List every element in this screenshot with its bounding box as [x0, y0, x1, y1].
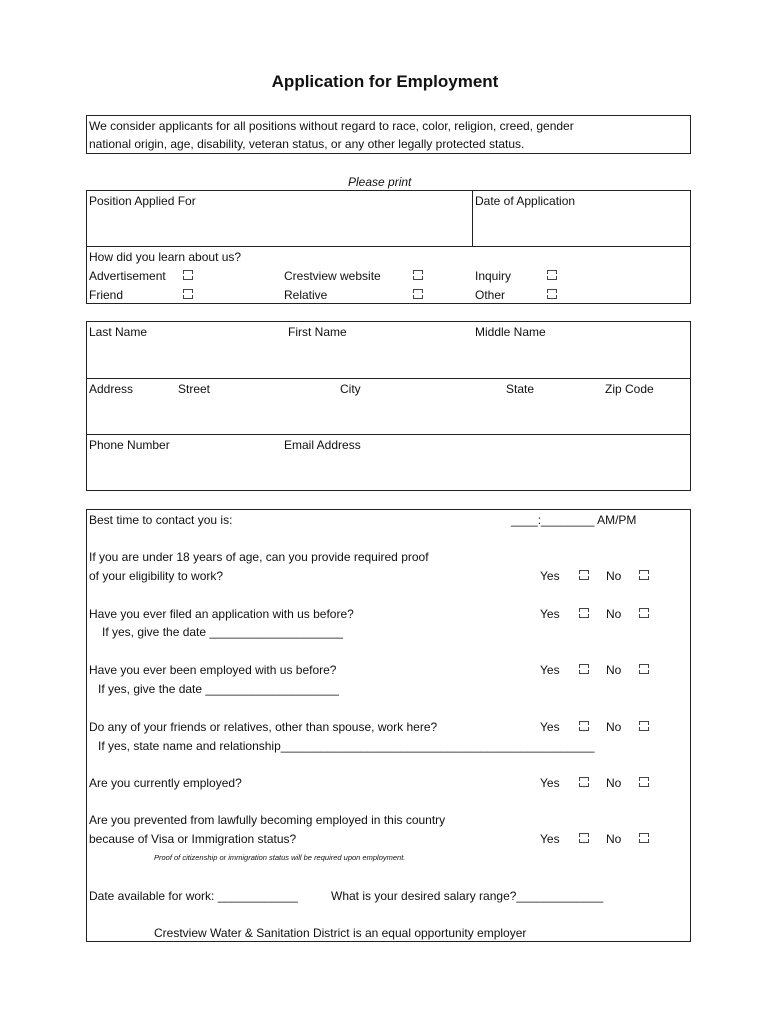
visa-yes-checkbox[interactable] [579, 833, 589, 843]
relative-label: Relative [284, 288, 328, 302]
city-label: City [340, 382, 361, 396]
last-name-label: Last Name [89, 325, 148, 339]
other-checkbox[interactable] [547, 289, 557, 299]
position-applied-label: Position Applied For [89, 194, 196, 208]
filed-before-question: Have you ever filed an application with us before? [89, 607, 354, 621]
employed-before-sub: If yes, give the date ____________________ [98, 682, 339, 696]
currently-employed-question: Are you currently employed? [89, 776, 242, 790]
visa-question-line1: Are you prevented from lawfully becoming employed in this country [89, 813, 446, 827]
website-label: Crestview website [284, 269, 381, 283]
friend-checkbox[interactable] [183, 289, 193, 299]
date-available-label: Date available for work: ____________ [89, 889, 298, 903]
relative-checkbox[interactable] [413, 289, 423, 299]
other-label: Other [475, 288, 506, 302]
equal-opportunity-statement: Crestview Water & Sanitation District is an equal opportunity employer [154, 926, 527, 940]
under18-question-line2: of your eligibility to work? [89, 569, 224, 583]
middle-name-label: Middle Name [475, 325, 546, 339]
visa-proof-note: Proof of citizenship or immigration status will be required upon employment. [154, 853, 406, 862]
notice-line-2: national origin, age, disability, veteran status, or any other legally protected status. [89, 137, 525, 151]
employed-before-question: Have you ever been employed with us before? [89, 663, 337, 677]
position-divider [472, 190, 473, 247]
address-row-divider [86, 434, 691, 435]
relatives-no-label: No [606, 720, 622, 734]
address-label: Address [89, 382, 134, 396]
notice-line-1: We consider applicants for all positions without regard to race, color, religion, creed, gender [89, 119, 574, 133]
best-time-blank: ____:________ AM/PM [511, 513, 637, 527]
relatives-no-checkbox[interactable] [639, 721, 649, 731]
best-time-label: Best time to contact you is: [89, 513, 233, 527]
under18-no-label: No [606, 569, 622, 583]
advertisement-checkbox[interactable] [183, 270, 193, 280]
currently-no-checkbox[interactable] [639, 777, 649, 787]
visa-no-checkbox[interactable] [639, 833, 649, 843]
position-row-divider [86, 246, 691, 247]
under18-question-line1: If you are under 18 years of age, can you provide required proof [89, 550, 429, 564]
relatives-question: Do any of your friends or relatives, other than spouse, work here? [89, 720, 438, 734]
under18-yes-checkbox[interactable] [579, 570, 589, 580]
phone-number-label: Phone Number [89, 438, 170, 452]
filed-yes-label: Yes [540, 607, 560, 621]
visa-yes-label: Yes [540, 832, 560, 846]
employed-before-no-checkbox[interactable] [639, 664, 649, 674]
inquiry-checkbox[interactable] [547, 270, 557, 280]
under18-yes-label: Yes [540, 569, 560, 583]
employed-before-no-label: No [606, 663, 622, 677]
filed-no-checkbox[interactable] [639, 608, 649, 618]
currently-no-label: No [606, 776, 622, 790]
state-label: State [506, 382, 535, 396]
filed-before-sub: If yes, give the date ____________________ [102, 625, 343, 639]
street-label: Street [178, 382, 211, 396]
website-checkbox[interactable] [413, 270, 423, 280]
zip-code-label: Zip Code [605, 382, 654, 396]
advertisement-label: Advertisement [89, 269, 166, 283]
visa-question-line2: because of Visa or Immigration status? [89, 832, 297, 846]
personal-info-section [86, 321, 691, 491]
currently-yes-checkbox[interactable] [579, 777, 589, 787]
employed-before-yes-label: Yes [540, 663, 560, 677]
employed-before-yes-checkbox[interactable] [579, 664, 589, 674]
filed-yes-checkbox[interactable] [579, 608, 589, 618]
page-title: Application for Employment [271, 72, 499, 91]
email-address-label: Email Address [284, 438, 361, 452]
under18-no-checkbox[interactable] [639, 570, 649, 580]
name-row-divider [86, 378, 691, 379]
salary-range-label: What is your desired salary range?_____________ [331, 889, 604, 903]
please-print-note: Please print [348, 175, 412, 189]
learn-about-us-label: How did you learn about us? [89, 250, 242, 264]
first-name-label: First Name [288, 325, 347, 339]
filed-no-label: No [606, 607, 622, 621]
relatives-sub: If yes, state name and relationship_______________________________________________ [98, 739, 595, 753]
inquiry-label: Inquiry [475, 269, 512, 283]
friend-label: Friend [89, 288, 124, 302]
visa-no-label: No [606, 832, 622, 846]
date-of-application-label: Date of Application [475, 194, 576, 208]
relatives-yes-checkbox[interactable] [579, 721, 589, 731]
currently-yes-label: Yes [540, 776, 560, 790]
relatives-yes-label: Yes [540, 720, 560, 734]
